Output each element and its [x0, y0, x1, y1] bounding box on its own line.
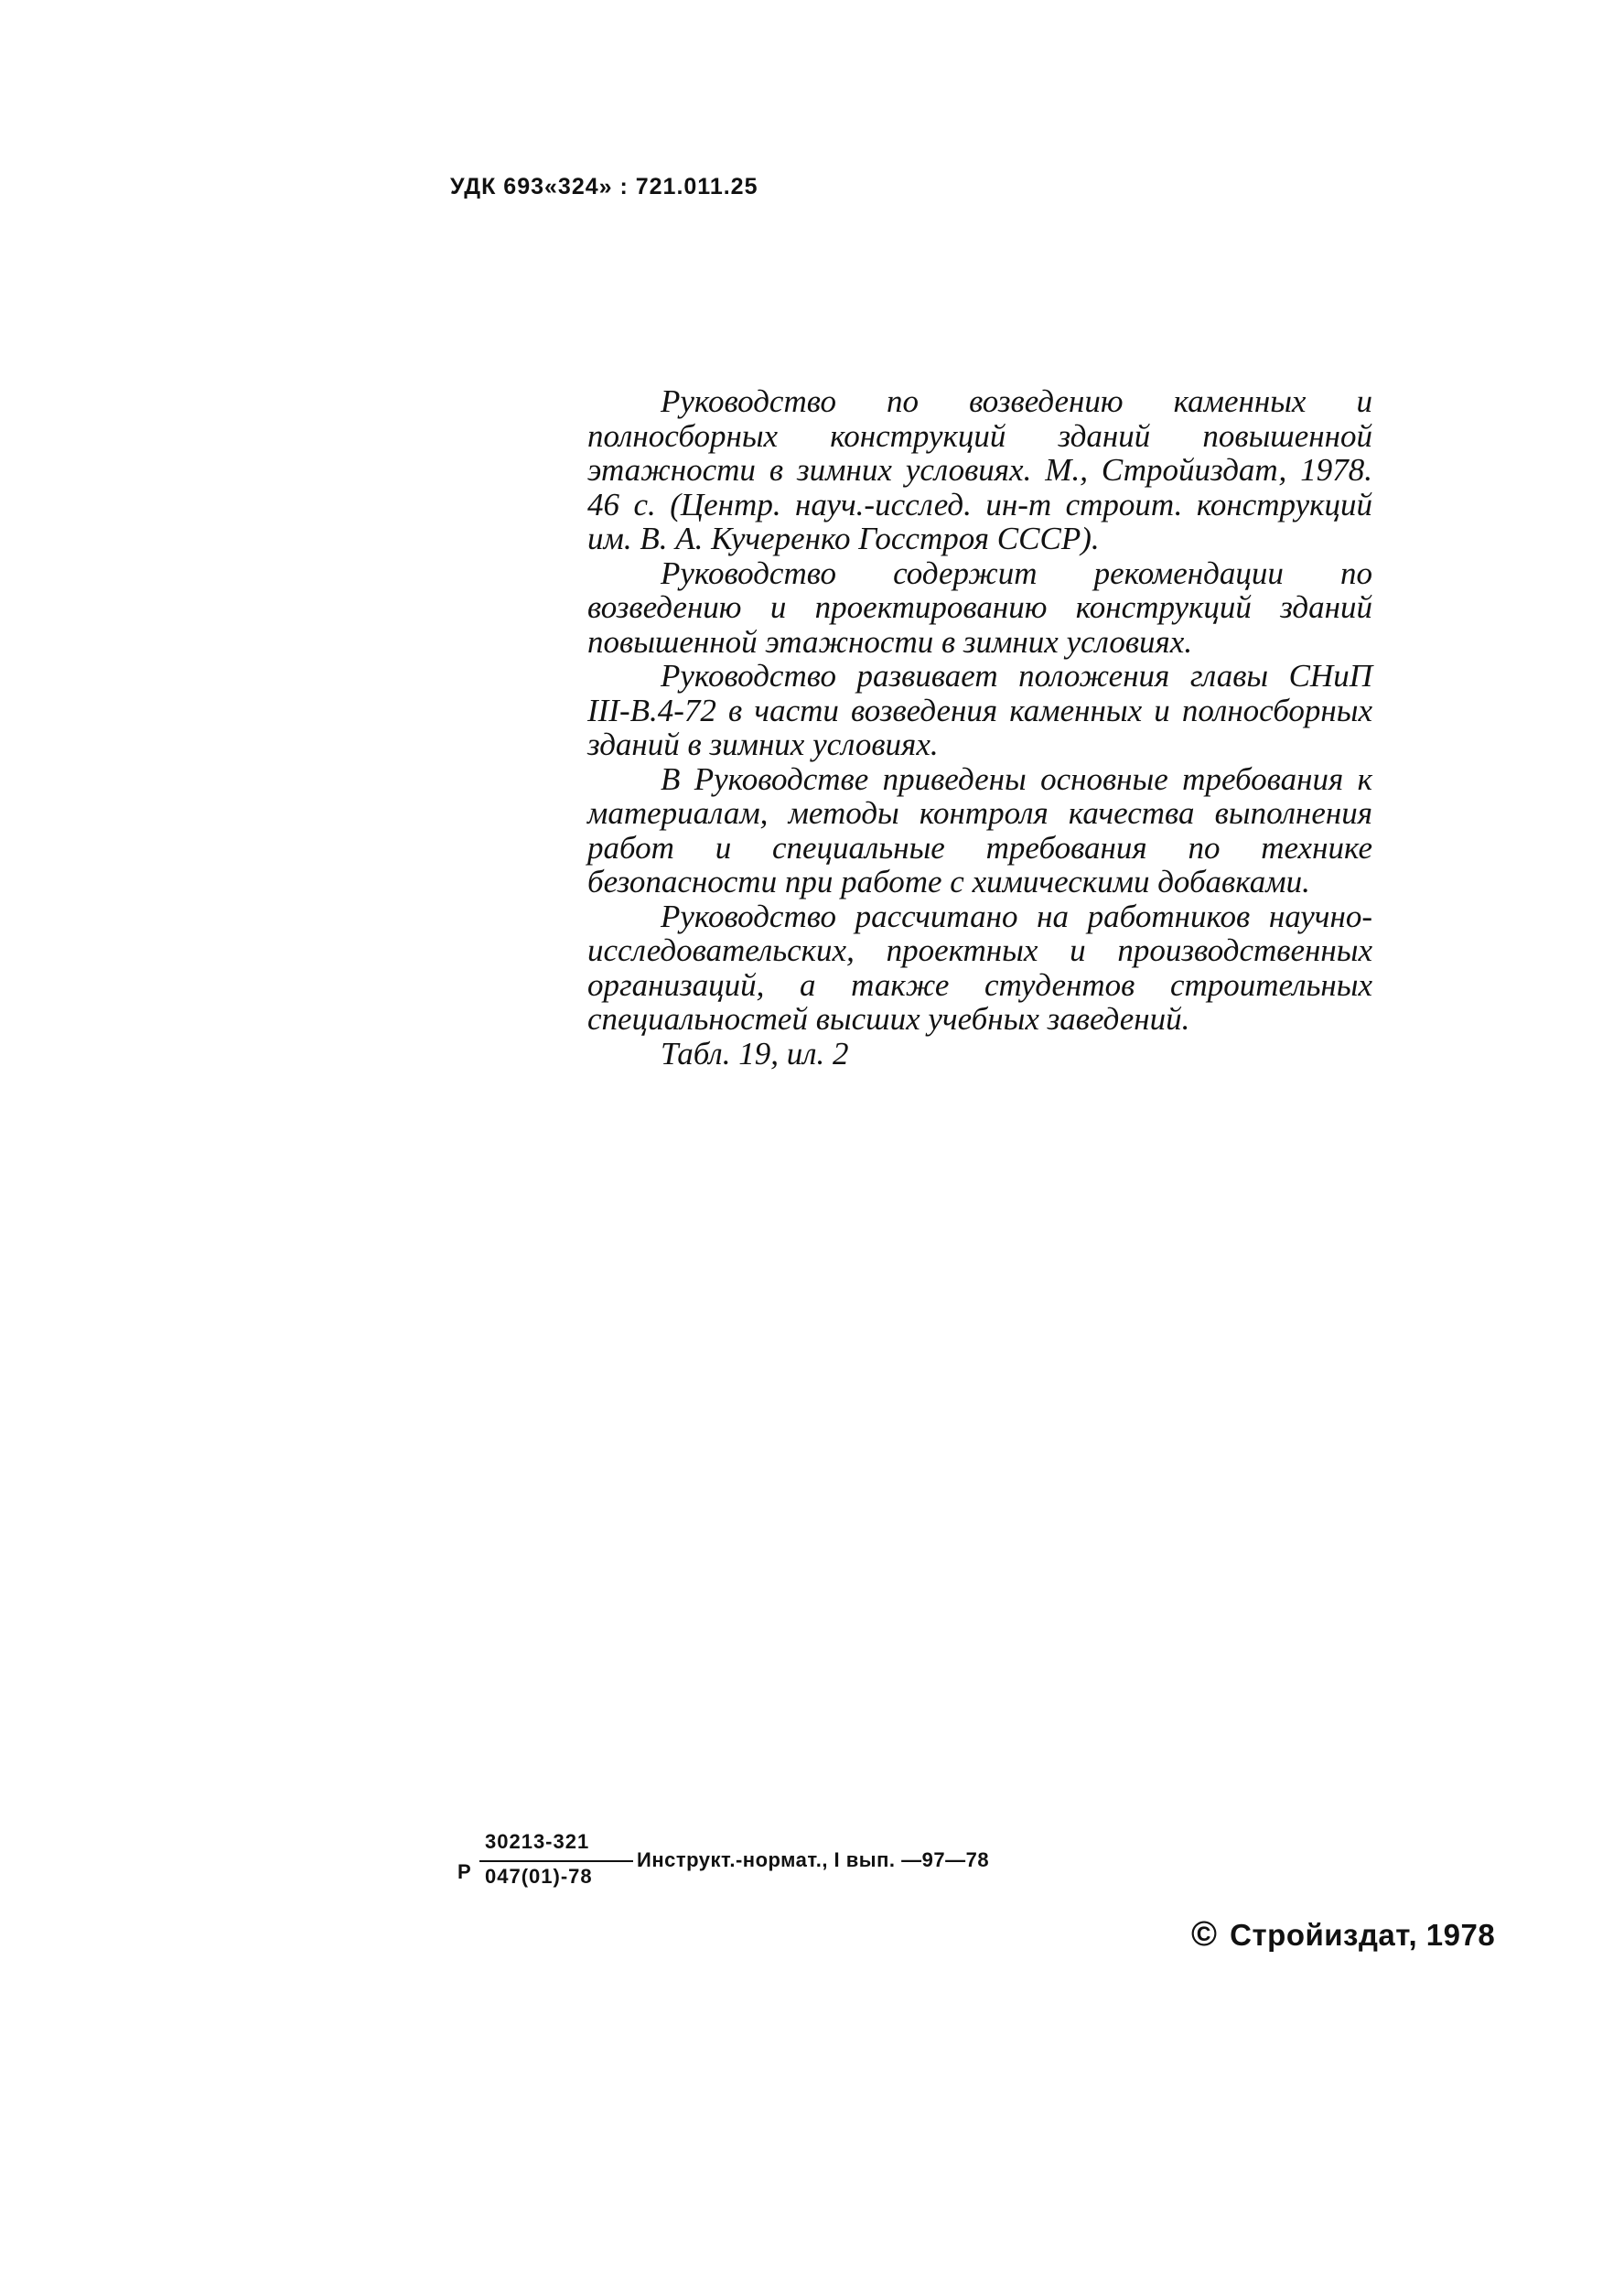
copyright-text: Стройиздат, 1978: [1230, 1918, 1496, 1952]
abstract-paragraph: Руководство содержит рекомендации по возведению и проектированию конструкций зданий повышенной этажности в зимних условиях.: [587, 555, 1372, 660]
abstract: [587, 384, 1372, 1071]
abstract-paragraph: Руководство рассчитано на работников научно-исследовательских, проектных и производственных организаций, а также студентов строительных специальностей высших учебных заведений.: [587, 898, 1372, 1037]
imprint-denominator: 047(01)-78: [485, 1865, 593, 1888]
abstract-tables-figures: Табл. 19, ил. 2: [661, 1035, 849, 1072]
fraction-rule: [479, 1860, 633, 1862]
abstract-paragraph: Руководство развивает положения главы СНиП III-В.4-72 в части возведения каменных и полносборных зданий в зимних условиях.: [587, 658, 1372, 762]
udc-code: УДК 693«324» : 721.011.25: [450, 174, 758, 199]
copyright: [1191, 1915, 1495, 1955]
copyright-icon: ©: [1191, 1915, 1218, 1954]
imprint-series: Инструкт.-нормат., I вып. —97—78: [637, 1848, 990, 1871]
abstract-paragraph: Руководство по возведению каменных и полносборных конструкций зданий повышенной этажности в зимних условиях. М., Стройиздат, 1978. 46 с. (Центр. науч.-исслед. ин-т строит. конструкций им. В. А. Кучеренко Госстроя СССР).: [587, 383, 1372, 556]
abstract-paragraph: В Руководстве приведены основные требования к материалам, методы контроля качества выполнения работ и специальные требования по технике безопасности при работе с химическими добавками.: [587, 760, 1372, 899]
imprint-code: [457, 1830, 1281, 1912]
imprint-letter: Р: [457, 1860, 471, 1883]
imprint-numerator: 30213-321: [485, 1830, 590, 1853]
